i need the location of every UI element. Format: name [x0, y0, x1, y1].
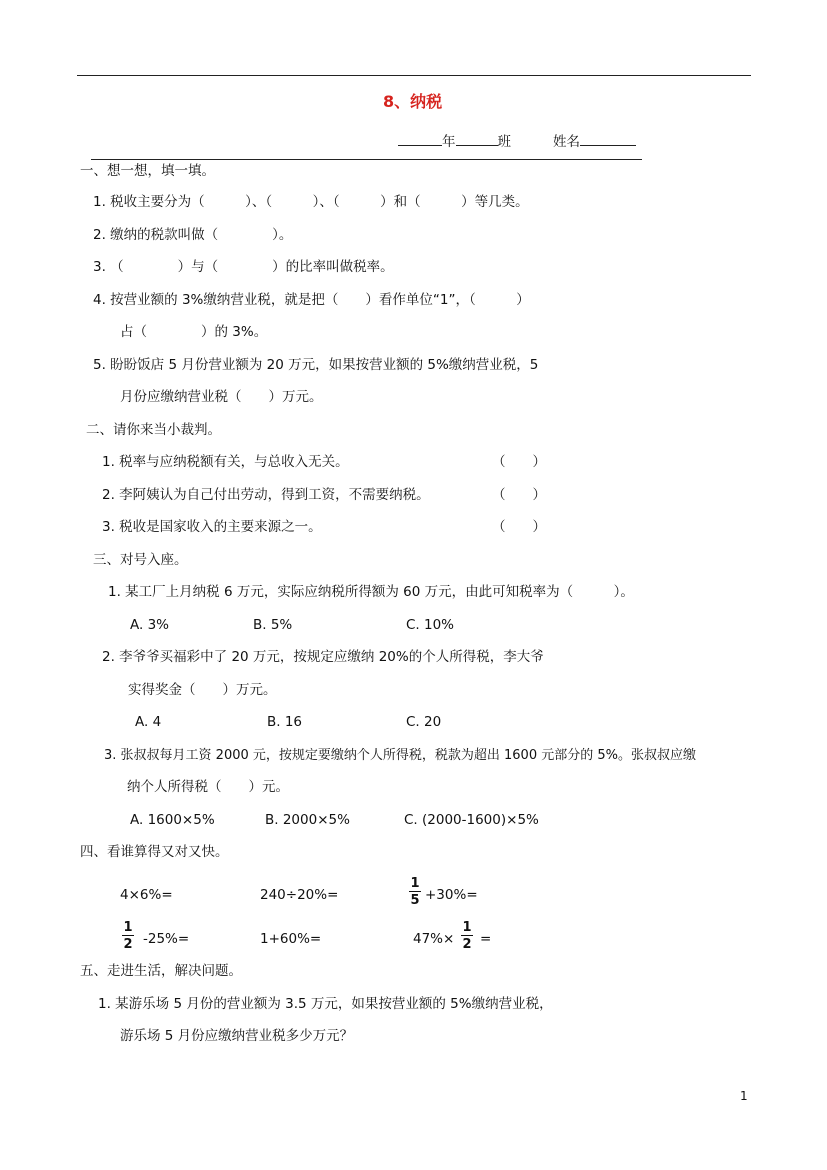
fraction-numerator: 1: [123, 920, 133, 935]
s2-answer-paren-1[interactable]: （ ）: [492, 454, 546, 470]
name-blank[interactable]: [580, 133, 636, 146]
s1-question-1: 1. 税收主要分为（ ）、（ ）、（ ）和（ ）等几类。: [93, 194, 529, 210]
header-rule: [91, 159, 642, 160]
page-number: 1: [740, 1089, 748, 1103]
fraction-numerator: 1: [410, 876, 420, 891]
s3-question-2-line1: 2. 李爷爷买福彩中了 20 万元，按规定应缴纳 20%的个人所得税，李大爷: [102, 649, 544, 665]
grade-label: 年: [442, 134, 456, 150]
section-5-heading: 五、走进生活，解决问题。: [80, 963, 242, 979]
s3-q2-option-c[interactable]: C. 20: [406, 714, 442, 730]
s3-q1-option-c[interactable]: C. 10%: [406, 617, 455, 633]
s2-answer-paren-3[interactable]: （ ）: [492, 519, 546, 535]
class-label: 班: [497, 134, 511, 150]
s2-question-3: 3. 税收是国家收入的主要来源之一。: [102, 519, 322, 535]
s2-question-1: 1. 税率与应纳税额有关，与总收入无关。: [102, 454, 349, 470]
s3-question-1: 1. 某工厂上月纳税 6 万元，实际应纳税所得额为 60 万元，由此可知税率为（ ）。: [108, 584, 634, 600]
s3-q3-option-c[interactable]: C. (2000-1600)×5%: [404, 812, 539, 828]
top-rule: [77, 75, 751, 76]
fraction-denominator: 2: [462, 937, 472, 952]
calc-half-minus-25pct: -25%=: [143, 931, 190, 947]
s3-q2-option-b[interactable]: B. 16: [267, 714, 303, 730]
s5-question-1-line1: 1. 某游乐场 5 月份的营业额为 3.5 万元，如果按营业额的 5%缴纳营业税，: [98, 996, 553, 1012]
s1-question-3: 3. （ ）与（ ）的比率叫做税率。: [93, 259, 394, 275]
s1-question-5-line1: 5. 盼盼饭店 5 月份营业额为 20 万元，如果按营业额的 5%缴纳营业税，5: [93, 357, 539, 373]
s3-q1-option-b[interactable]: B. 5%: [253, 617, 293, 633]
fraction-one-half-b: [461, 921, 473, 951]
calc-240div20pct: 240÷20%=: [260, 887, 339, 903]
calc-fifth-plus-30pct: +30%=: [425, 887, 478, 903]
s3-question-2-line2: 实得奖金（ ）万元。: [128, 682, 277, 698]
calc-1-plus-60pct: 1+60%=: [260, 931, 322, 947]
s5-question-1-line2: 游乐场 5 月份应缴纳营业税多少万元？: [120, 1028, 354, 1044]
fraction-numerator: 1: [462, 920, 472, 935]
s3-question-3-line1: 3. 张叔叔每月工资 2000 元，按规定要缴纳个人所得税，税款为超出 1600 元部分的 5%。张叔叔应缴: [104, 748, 696, 763]
section-2-heading: 二、请你来当小裁判。: [86, 422, 221, 438]
section-3-heading: 三、对号入座。: [93, 552, 188, 568]
calc-4x6pct: 4×6%=: [120, 887, 173, 903]
fraction-denominator: 2: [123, 937, 133, 952]
page-title: 8、纳税: [383, 92, 443, 111]
s1-question-4-line1: 4. 按营业额的 3%缴纳营业税，就是把（ ）看作单位“1”，（ ）: [93, 292, 530, 308]
section-1-heading: 一、想一想，填一填。: [80, 163, 215, 179]
s3-q3-option-a[interactable]: A. 1600×5%: [130, 812, 215, 828]
grade-blank[interactable]: [398, 133, 442, 146]
fraction-one-fifth: [409, 877, 421, 907]
s3-q3-option-b[interactable]: B. 2000×5%: [265, 812, 350, 828]
s2-question-2: 2. 李阿姨认为自己付出劳动，得到工资，不需要纳税。: [102, 487, 430, 503]
fraction-denominator: 5: [410, 893, 420, 908]
class-blank[interactable]: [456, 133, 498, 146]
s1-question-5-line2: 月份应缴纳营业税（ ）万元。: [120, 389, 323, 405]
s1-question-2: 2. 缴纳的税款叫做（ ）。: [93, 227, 293, 243]
fraction-one-half: [122, 921, 134, 951]
s3-q2-option-a[interactable]: A. 4: [135, 714, 162, 730]
s3-q1-option-a[interactable]: A. 3%: [130, 617, 169, 633]
calc-47pct-times: 47%×: [413, 931, 455, 947]
name-label: 姓名: [553, 134, 580, 150]
student-info: [398, 133, 636, 150]
calc-equals: =: [480, 931, 492, 947]
s2-answer-paren-2[interactable]: （ ）: [492, 487, 546, 503]
s1-question-4-line2: 占（ ）的 3%。: [120, 324, 268, 340]
section-4-heading: 四、看谁算得又对又快。: [80, 844, 229, 860]
s3-question-3-line2: 纳个人所得税（ ）元。: [127, 779, 289, 795]
